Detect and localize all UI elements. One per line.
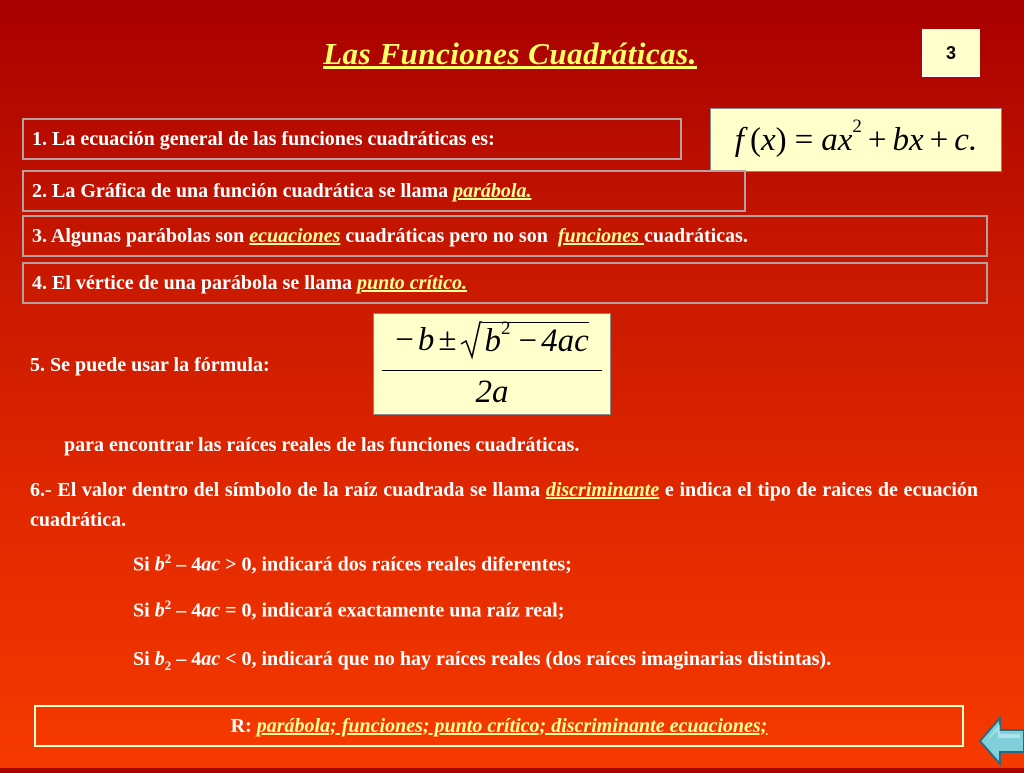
item-3-text-pre: 3. Algunas parábolas son [32,224,245,247]
case-1-si: Si [133,553,155,576]
quadratic-denominator: 2a [475,374,509,410]
general-equation-formula [710,108,1002,172]
formula-bx: bx [892,121,924,158]
formula-plus-1: + [867,121,887,158]
formula-c: c. [954,121,978,158]
case-1-b: b [154,553,165,576]
case-1-rest: > 0, indicará dos raíces reales diferentes; [220,553,572,576]
case-greater [133,551,572,577]
quadratic-formula [373,313,611,415]
answer-text: parábola; funciones; punto crítico; discriminante ecuaciones; [256,714,768,737]
item-3-funciones: funciones [557,224,644,247]
radicand-exponent: 2 [500,317,511,339]
fraction-bar [382,370,602,371]
back-arrow-icon [978,714,1024,768]
answer-box [34,705,964,747]
radicand-b: b [484,323,501,359]
quadratic-numerator [374,318,610,362]
back-button[interactable] [978,714,1024,768]
case-3-ac: ac [201,648,221,670]
item-6-text-post: e indica el tipo de raices de ecuación cuadrática. [30,479,978,531]
numerator-plus-minus: ± [438,321,457,358]
formula-f: f [734,121,744,158]
case-2-b: b [154,599,165,622]
case-1-exp: 2 [164,551,172,566]
case-1-mid: – 4 [171,553,202,576]
item-1 [22,118,682,160]
case-1-ac: ac [201,553,221,576]
numerator-minus: − [395,321,414,358]
formula-exponent: 2 [852,116,862,137]
sqrt-radicand [482,317,589,360]
case-3-mid: – 4 [171,648,202,670]
item-4 [22,262,988,304]
case-2-mid: – 4 [171,599,202,622]
formula-equals: = [794,121,814,158]
item-3-text-post: cuadráticas. [643,224,748,247]
page-title: Las Funciones Cuadráticas. [323,36,697,71]
numerator-b: b [417,321,435,358]
case-3-rest: < 0, indicará que no hay raíces reales (dos raíces imaginarias distintas). [220,648,832,670]
item-4-text: 4. El vértice de una parábola se llama [32,271,352,294]
item-2-text: 2. La Gráfica de una función cuadrática se llama [32,179,449,202]
item-3-text-mid: cuadráticas pero no son [340,224,553,247]
case-3-exp: 2 [164,658,172,673]
item-6 [30,475,978,535]
case-2-ac: ac [201,599,221,622]
radicand-minus: − [518,323,538,359]
case-2-si: Si [133,599,155,622]
item-2-parabola: parábola. [453,179,532,202]
para-text: para encontrar las raíces reales de las funciones cuadráticas. [64,434,580,456]
formula-ax: ax [821,121,853,158]
case-3-si: Si [133,648,155,670]
formula-x: x [760,121,776,158]
formula-rparen: ) [775,121,787,158]
formula-lparen: ( [749,121,761,158]
item-1-text: 1. La ecuación general de las funciones cuadráticas es: [32,127,495,150]
item-4-punto-critico: punto crítico. [356,271,467,294]
item-5-label: 5. Se puede usar la fórmula: [30,354,270,376]
page-number: 3 [922,29,980,77]
case-2-exp: 2 [164,597,172,612]
item-6-discriminante: discriminante [545,479,660,501]
item-2 [22,170,746,212]
answer-label: R: [230,714,257,737]
radicand-4ac: 4ac [541,323,589,359]
case-equal [133,597,564,623]
case-2-rest: = 0, indicará exactamente una raíz real; [220,599,565,622]
item-6-text-pre: 6.- El valor dentro del símbolo de la raíz cuadrada se llama [30,479,546,501]
item-3-ecuaciones: ecuaciones [249,224,341,247]
item-3 [22,215,988,257]
case-3-b: b [154,648,165,670]
case-less [30,644,978,681]
formula-plus-2: + [929,121,949,158]
sqrt-icon [460,320,482,360]
